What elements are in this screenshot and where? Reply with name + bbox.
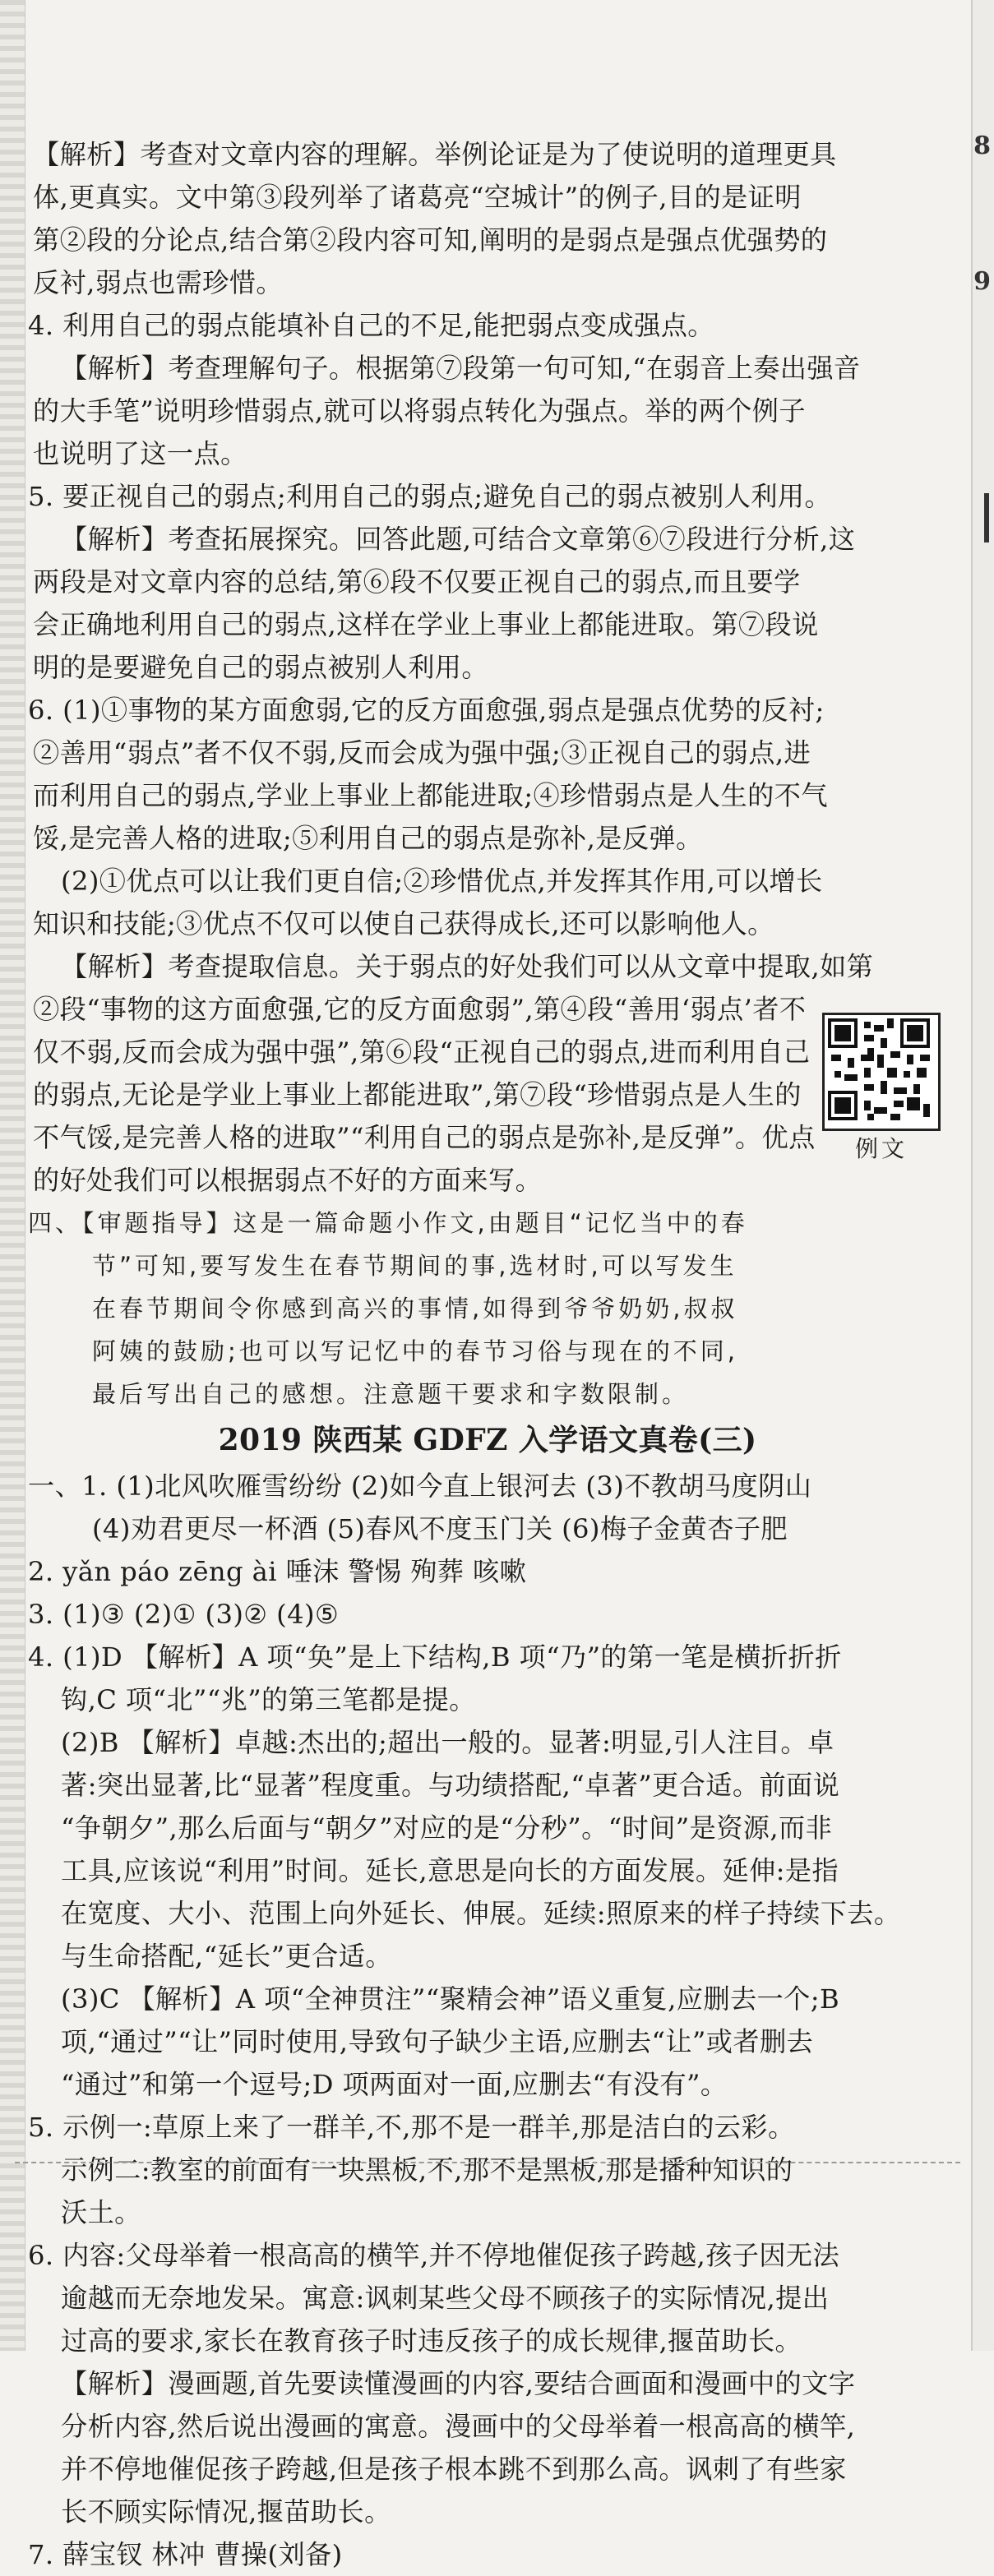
text-line: 馁,是完善人格的进取;⑤利用自己的弱点是弥补,是反弹。: [33, 823, 703, 854]
text-line: 逾越而无奈地发呆。寓意:讽刺某些父母不顾孩子的实际情况,提出: [61, 2283, 830, 2314]
answer-item: 2. yǎn páo zēng ài 唾沫 警惕 殉葬 咳嗽: [28, 1556, 527, 1587]
text-line: 著:突出显著,比“显著”程度重。与功绩搭配,“卓著”更合适。前面说: [61, 1770, 840, 1801]
text-line: 会正确地利用自己的弱点,这样在学业上事业上都能进取。第⑦段说: [33, 609, 819, 640]
text-line: 知识和技能;③优点不仅可以使自己获得成长,还可以影响他人。: [33, 908, 774, 939]
text-line: (4)劝君更尽一杯酒 (5)春风不度玉门关 (6)梅子金黄杏子肥: [92, 1513, 788, 1544]
answer-text: [28, 133, 947, 2576]
edge-bar: [984, 493, 989, 542]
text-line: 长不顾实际情况,揠苗助长。: [61, 2496, 391, 2528]
text-line: 分析内容,然后说出漫画的寓意。漫画中的父母举着一根高高的横竿,: [61, 2411, 856, 2442]
text-line: 【解析】考查对文章内容的理解。举例论证是为了使说明的道理更具: [33, 139, 837, 170]
text-line: 不气馁,是完善人格的进取”“利用自己的弱点是弥补,是反弹”。优点: [33, 1122, 816, 1153]
answer-item: 5. 示例一:草原上来了一群羊,不,那不是一群羊,那是洁白的云彩。: [28, 2112, 795, 2143]
writing-guide-line: 阿姨的鼓励;也可以写记忆中的春节习俗与现在的不同,: [92, 1337, 738, 1365]
text-line: 钩,C 项“北”“兆”的第三笔都是提。: [61, 1684, 476, 1715]
text-line: 【解析】漫画题,首先要读懂漫画的内容,要结合画面和漫画中的文字: [61, 2368, 856, 2399]
qr-code-icon: [825, 1015, 933, 1124]
writing-guide-line: 节”可知,要写发生在春节期间的事,选材时,可以写发生: [92, 1252, 737, 1280]
answer-item: 4. (1)D 【解析】A 项“奂”是上下结构,B 项“乃”的第一笔是横折折折: [28, 1641, 842, 1673]
text-line: ②善用“弱点”者不仅不弱,反而会成为强中强;③正视自己的弱点,进: [33, 737, 811, 769]
text-line: ②段“事物的这方面愈强,它的反方面愈弱”,第④段“善用‘弱点’者不: [33, 994, 807, 1025]
binding-edge: [0, 0, 25, 2351]
edge-mark: 9: [973, 267, 991, 296]
text-line: (3)C 【解析】A 项“全神贯注”“聚精会神”语义重复,应删去一个;B: [61, 1983, 840, 2015]
text-line: (2)①优点可以让我们更自信;②珍惜优点,并发挥其作用,可以增长: [61, 866, 823, 897]
text-line: 工具,应该说“利用”时间。延长,意思是向长的方面发展。延伸:是指: [61, 1855, 839, 1886]
text-line: “通过”和第一个逗号;D 项两面对一面,应删去“有没有”。: [61, 2069, 728, 2100]
answer-item: 3. (1)③ (2)① (3)② (4)⑤: [28, 1599, 340, 1630]
text-line: 的好处我们可以根据弱点不好的方面来写。: [33, 1165, 543, 1196]
writing-guide-line: 最后写出自己的感想。注意题干要求和字数限制。: [92, 1380, 690, 1408]
text-line: “争朝夕”,那么后面与“朝夕”对应的是“分秒”。“时间”是资源,而非: [61, 1812, 833, 1844]
qr-label: 例文: [855, 1135, 908, 1162]
text-line: 第②段的分论点,结合第②段内容可知,阐明的是弱点是强点优强势的: [33, 224, 828, 256]
text-line: 在宽度、大小、范围上向外延长、伸展。延续:照原来的样子持续下去。: [61, 1898, 901, 1929]
adjacent-page-edge: [971, 0, 994, 2351]
edge-mark: 8: [973, 132, 991, 160]
text-line: 的弱点,无论是学业上事业上都能进取”,第⑦段“珍惜弱点是人生的: [33, 1079, 802, 1110]
text-line: 与生命搭配,“延长”更合适。: [61, 1941, 392, 1972]
text-line: (2)B 【解析】卓越:杰出的;超出一般的。显著:明显,引人注目。卓: [61, 1727, 834, 1758]
text-line: 仅不弱,反而会成为强中强”,第⑥段“正视自己的弱点,进而利用自己: [33, 1036, 811, 1068]
text-line: 并不停地催促孩子跨越,但是孩子根本跳不到那么高。讽刺了有些家: [61, 2454, 847, 2485]
text-line: 【解析】考查拓展探究。回答此题,可结合文章第⑥⑦段进行分析,这: [61, 524, 856, 555]
answer-item: 6. (1)①事物的某方面愈弱,它的反方面愈强,弱点是强点优势的反衬;: [28, 695, 825, 726]
text-line: 示例二:教室的前面有一块黑板,不,那不是黑板,那是播种知识的: [61, 2154, 793, 2186]
text-line: 【解析】考查提取信息。关于弱点的好处我们可以从文章中提取,如第: [61, 951, 874, 982]
section-title: 2019 陕西某 GDFZ 入学语文真卷(三): [218, 1423, 757, 1457]
text-line: 明的是要避免自己的弱点被别人利用。: [33, 652, 488, 683]
qr-code: [822, 1013, 941, 1131]
text-line: 【解析】考查理解句子。根据第⑦段第一句可知,“在弱音上奏出强音: [61, 353, 861, 384]
text-line: 的大手笔”说明珍惜弱点,就可以将弱点转化为强点。举的两个例子: [33, 395, 806, 427]
text-line: 体,更真实。文中第③段列举了诸葛亮“空城计”的例子,目的是证明: [33, 182, 802, 213]
text-line: 也说明了这一点。: [33, 438, 247, 469]
answer-item: 4. 利用自己的弱点能填补自己的不足,能把弱点变成强点。: [28, 310, 714, 341]
writing-guide-line: 在春节期间令你感到高兴的事情,如得到爷爷奶奶,叔叔: [92, 1295, 738, 1323]
answer-item: 5. 要正视自己的弱点;利用自己的弱点;避免自己的弱点被别人利用。: [28, 481, 832, 512]
writing-guide-line: 四、【审题指导】这是一篇命题小作文,由题目“记忆当中的春: [28, 1209, 748, 1237]
text-line: 而利用自己的弱点,学业上事业上都能进取;④珍惜弱点是人生的不气: [33, 780, 828, 811]
text-line: 两段是对文章内容的总结,第⑥段不仅要正视自己的弱点,而且要学: [33, 566, 801, 598]
answer-item: 一、1. (1)北风吹雁雪纷纷 (2)如今直上银河去 (3)不教胡马度阴山: [28, 1470, 812, 1502]
text-line: 沃土。: [61, 2197, 141, 2228]
text-line: 反衬,弱点也需珍惜。: [33, 267, 283, 298]
text-line: 项,“通过”“让”同时使用,导致句子缺少主语,应删去“让”或者删去: [61, 2026, 814, 2057]
answer-item: 6. 内容:父母举着一根高高的横竿,并不停地催促孩子跨越,孩子因无法: [28, 2240, 840, 2271]
text-line: 过高的要求,家长在教育孩子时违反孩子的成长规律,揠苗助长。: [61, 2325, 802, 2357]
answer-item: 7. 薛宝钗 林冲 曹操(刘备): [28, 2539, 343, 2570]
bottom-divider: [15, 2162, 960, 2163]
